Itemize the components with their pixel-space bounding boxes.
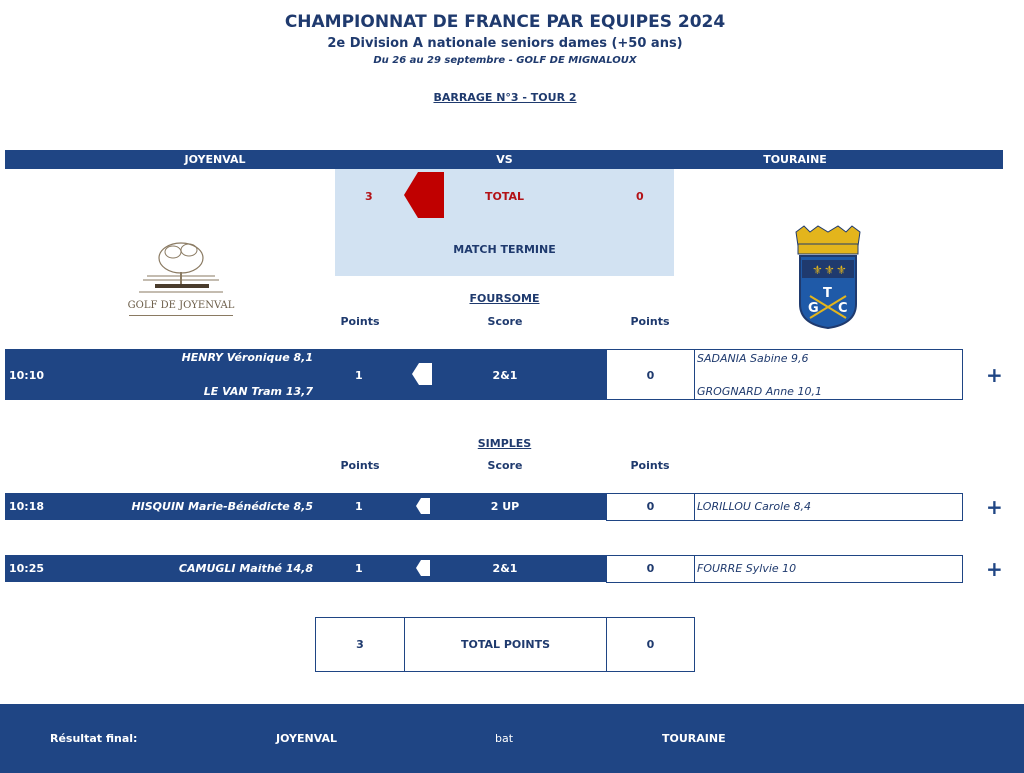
right-player-1: SADANIA Sabine 9,6 xyxy=(697,352,809,365)
final-verb: bat xyxy=(495,732,514,745)
joyenval-logo xyxy=(125,236,237,320)
foursome-points-right-header: Points xyxy=(630,315,670,328)
total-left-score: 3 xyxy=(365,190,373,203)
right-points: 0 xyxy=(646,369,655,382)
team-left-name: JOYENVAL xyxy=(184,153,246,166)
total-points-left: 3 xyxy=(356,638,364,651)
right-points: 0 xyxy=(646,500,655,513)
right-points-cell xyxy=(606,349,695,400)
vs-label: VS xyxy=(496,153,513,166)
left-player: HISQUIN Marie-Bénédicte 8,5 xyxy=(131,500,313,513)
match-status: MATCH TERMINE xyxy=(453,243,556,256)
expand-button[interactable]: + xyxy=(986,363,1003,387)
match-time: 10:10 xyxy=(9,369,45,382)
page-subtitle: 2e Division A nationale seniors dames (+50 ans) xyxy=(327,36,683,51)
right-player-cell xyxy=(694,493,963,521)
right-player: LORILLOU Carole 8,4 xyxy=(697,500,811,513)
svg-text:⚜: ⚜ xyxy=(812,263,823,277)
total-points-right: 0 xyxy=(646,638,655,651)
winner-flag-icon xyxy=(404,172,444,218)
foursome-title: FOURSOME xyxy=(469,292,540,305)
total-label: TOTAL xyxy=(485,190,525,203)
crest-letter-left: G xyxy=(808,301,819,316)
simples-match-row xyxy=(5,555,606,582)
simples-title: SIMPLES xyxy=(477,437,532,450)
right-points-cell xyxy=(606,555,695,583)
crest-letter-right: C xyxy=(838,301,848,316)
svg-text:⚜: ⚜ xyxy=(836,263,847,277)
left-points: 1 xyxy=(355,369,363,382)
match-time: 10:25 xyxy=(9,562,45,575)
left-player-2: LE VAN Tram 13,7 xyxy=(203,385,313,398)
expand-button[interactable]: + xyxy=(986,557,1003,581)
total-right-score: 0 xyxy=(636,190,644,203)
foursome-score-header: Score xyxy=(487,315,523,328)
final-result-bar xyxy=(0,704,1024,773)
simples-match-row xyxy=(5,493,606,520)
match-score: 2 UP xyxy=(490,500,520,513)
right-player: FOURRE Sylvie 10 xyxy=(697,562,797,575)
round-title: BARRAGE N°3 - TOUR 2 xyxy=(433,91,577,104)
event-dates: Du 26 au 29 septembre - GOLF DE MIGNALOUX xyxy=(373,55,637,66)
final-result-label: Résultat final: xyxy=(50,732,138,745)
touraine-crest xyxy=(790,224,866,332)
right-player-2: GROGNARD Anne 10,1 xyxy=(697,385,822,398)
total-points-box xyxy=(315,617,695,672)
crest-icon xyxy=(790,224,866,332)
right-players-cell xyxy=(694,349,963,400)
right-player-cell xyxy=(694,555,963,583)
winner-flag-icon xyxy=(416,498,430,514)
svg-text:⚜: ⚜ xyxy=(824,263,835,277)
simples-points-left-header: Points xyxy=(340,459,380,472)
simples-score-header: Score xyxy=(487,459,523,472)
match-score: 2&1 xyxy=(492,562,518,575)
match-time: 10:18 xyxy=(9,500,45,513)
left-player-1: HENRY Véronique 8,1 xyxy=(181,351,313,364)
team-right-name: TOURAINE xyxy=(763,153,827,166)
foursome-points-left-header: Points xyxy=(340,315,380,328)
winner-flag-icon xyxy=(412,363,432,385)
left-player: CAMUGLI Maithé 14,8 xyxy=(178,562,313,575)
expand-button[interactable]: + xyxy=(986,495,1003,519)
total-score-box xyxy=(335,169,674,276)
joyenval-logo-text: GOLF DE JOYENVAL xyxy=(127,300,235,311)
left-points: 1 xyxy=(355,562,363,575)
foursome-match-row xyxy=(5,349,606,400)
page-title: CHAMPIONNAT DE FRANCE PAR EQUIPES 2024 xyxy=(284,12,726,32)
teams-bar xyxy=(5,150,1003,169)
tree-logo-icon xyxy=(125,236,237,298)
crest-letter-top: T xyxy=(823,286,832,301)
simples-points-right-header: Points xyxy=(630,459,670,472)
winner-flag-icon xyxy=(416,560,430,576)
left-points: 1 xyxy=(355,500,363,513)
total-points-label: TOTAL POINTS xyxy=(461,638,550,651)
final-loser: TOURAINE xyxy=(662,732,726,745)
right-points: 0 xyxy=(646,562,655,575)
final-winner: JOYENVAL xyxy=(276,732,338,745)
match-score: 2&1 xyxy=(492,369,518,382)
right-points-cell xyxy=(606,493,695,521)
